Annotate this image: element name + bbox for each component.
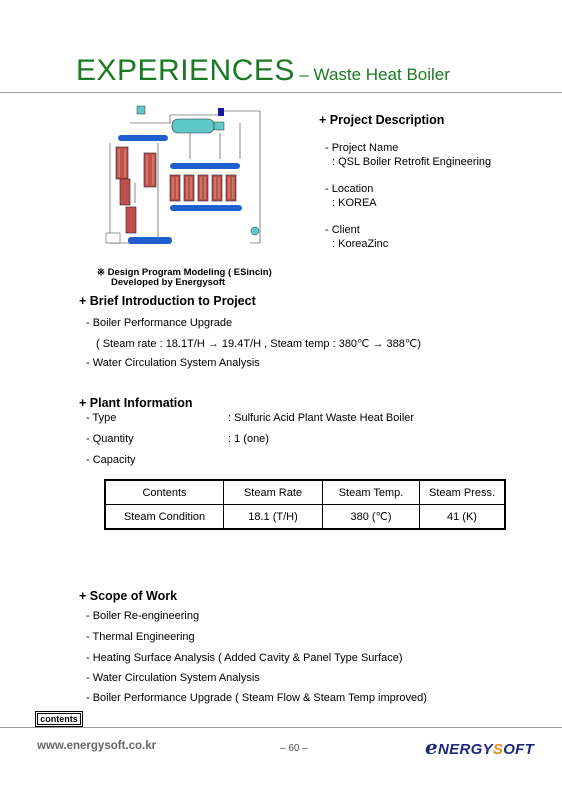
- brief-intro-item: - Water Circulation System Analysis: [86, 357, 260, 369]
- table-header-cell: Steam Press.: [420, 480, 506, 505]
- scope-item: - Heating Surface Analysis ( Added Cavity & Panel Type Surface): [86, 652, 403, 664]
- title-divider: [0, 92, 562, 93]
- project-description-heading: + Project Description: [319, 113, 445, 127]
- contents-button[interactable]: contents: [35, 711, 83, 727]
- table-row: [105, 505, 505, 530]
- scope-item: - Thermal Engineering: [86, 631, 195, 643]
- footer-divider: [0, 727, 562, 728]
- table-cell: Steam Condition: [105, 505, 224, 530]
- table-header-cell: Steam Temp.: [323, 480, 420, 505]
- energysoft-logo: [425, 735, 534, 759]
- quantity-value: : 1 (one): [228, 433, 269, 445]
- caption-line-2: Developed by Energysoft: [111, 277, 226, 288]
- location-value: : KOREA: [332, 197, 377, 209]
- table-cell: 18.1 (T/H): [224, 505, 323, 530]
- page-number: – 60 –: [280, 743, 308, 754]
- logo-s: S: [492, 741, 504, 758]
- logo-e: e: [425, 735, 439, 759]
- project-name-label: - Project Name: [325, 142, 399, 154]
- capacity-label: - Capacity: [86, 454, 136, 466]
- scope-item: - Boiler Re-engineering: [86, 610, 200, 622]
- title-main: EXPERIENCES: [76, 54, 295, 87]
- project-name-value: : QSL Boiler Retrofit Engineering: [332, 156, 492, 168]
- client-label: - Client: [325, 224, 360, 236]
- location-label: - Location: [325, 183, 374, 195]
- client-value: : KoreaZinc: [332, 238, 389, 250]
- table-cell: 380 (℃): [323, 505, 420, 530]
- caption-line-1: ※ Design Program Modeling ( ESincin): [97, 267, 272, 278]
- type-value: : Sulfuric Acid Plant Waste Heat Boiler: [228, 412, 415, 424]
- plant-info-heading: + Plant Information: [79, 396, 193, 410]
- scope-item: - Boiler Performance Upgrade ( Steam Flow & Steam Temp improved): [86, 692, 427, 704]
- table-header-cell: Contents: [105, 480, 224, 505]
- title-sub: – Waste Heat Boiler: [299, 65, 450, 84]
- table-header-cell: Steam Rate: [224, 480, 323, 505]
- capacity-table: [104, 479, 506, 530]
- table-cell: 41 (K): [420, 505, 506, 530]
- page-title: [76, 54, 450, 88]
- scope-heading: + Scope of Work: [79, 589, 178, 603]
- logo-part-b: OFT: [503, 741, 535, 758]
- scope-item: - Water Circulation System Analysis: [86, 672, 260, 684]
- footer-url[interactable]: www.energysoft.co.kr: [37, 740, 157, 752]
- process-diagram: [100, 103, 272, 255]
- quantity-label: - Quantity: [86, 433, 134, 445]
- logo-part-a: NERGY: [438, 741, 493, 758]
- brief-intro-heading: + Brief Introduction to Project: [79, 294, 256, 308]
- brief-intro-item: - Boiler Performance Upgrade: [86, 317, 233, 329]
- table-header-row: [105, 480, 505, 505]
- type-label: - Type: [86, 412, 117, 424]
- brief-intro-item: ( Steam rate : 18.1T/H → 19.4T/H , Steam temp : 380℃ → 388℃): [96, 338, 421, 350]
- diagram-caption: [97, 268, 272, 288]
